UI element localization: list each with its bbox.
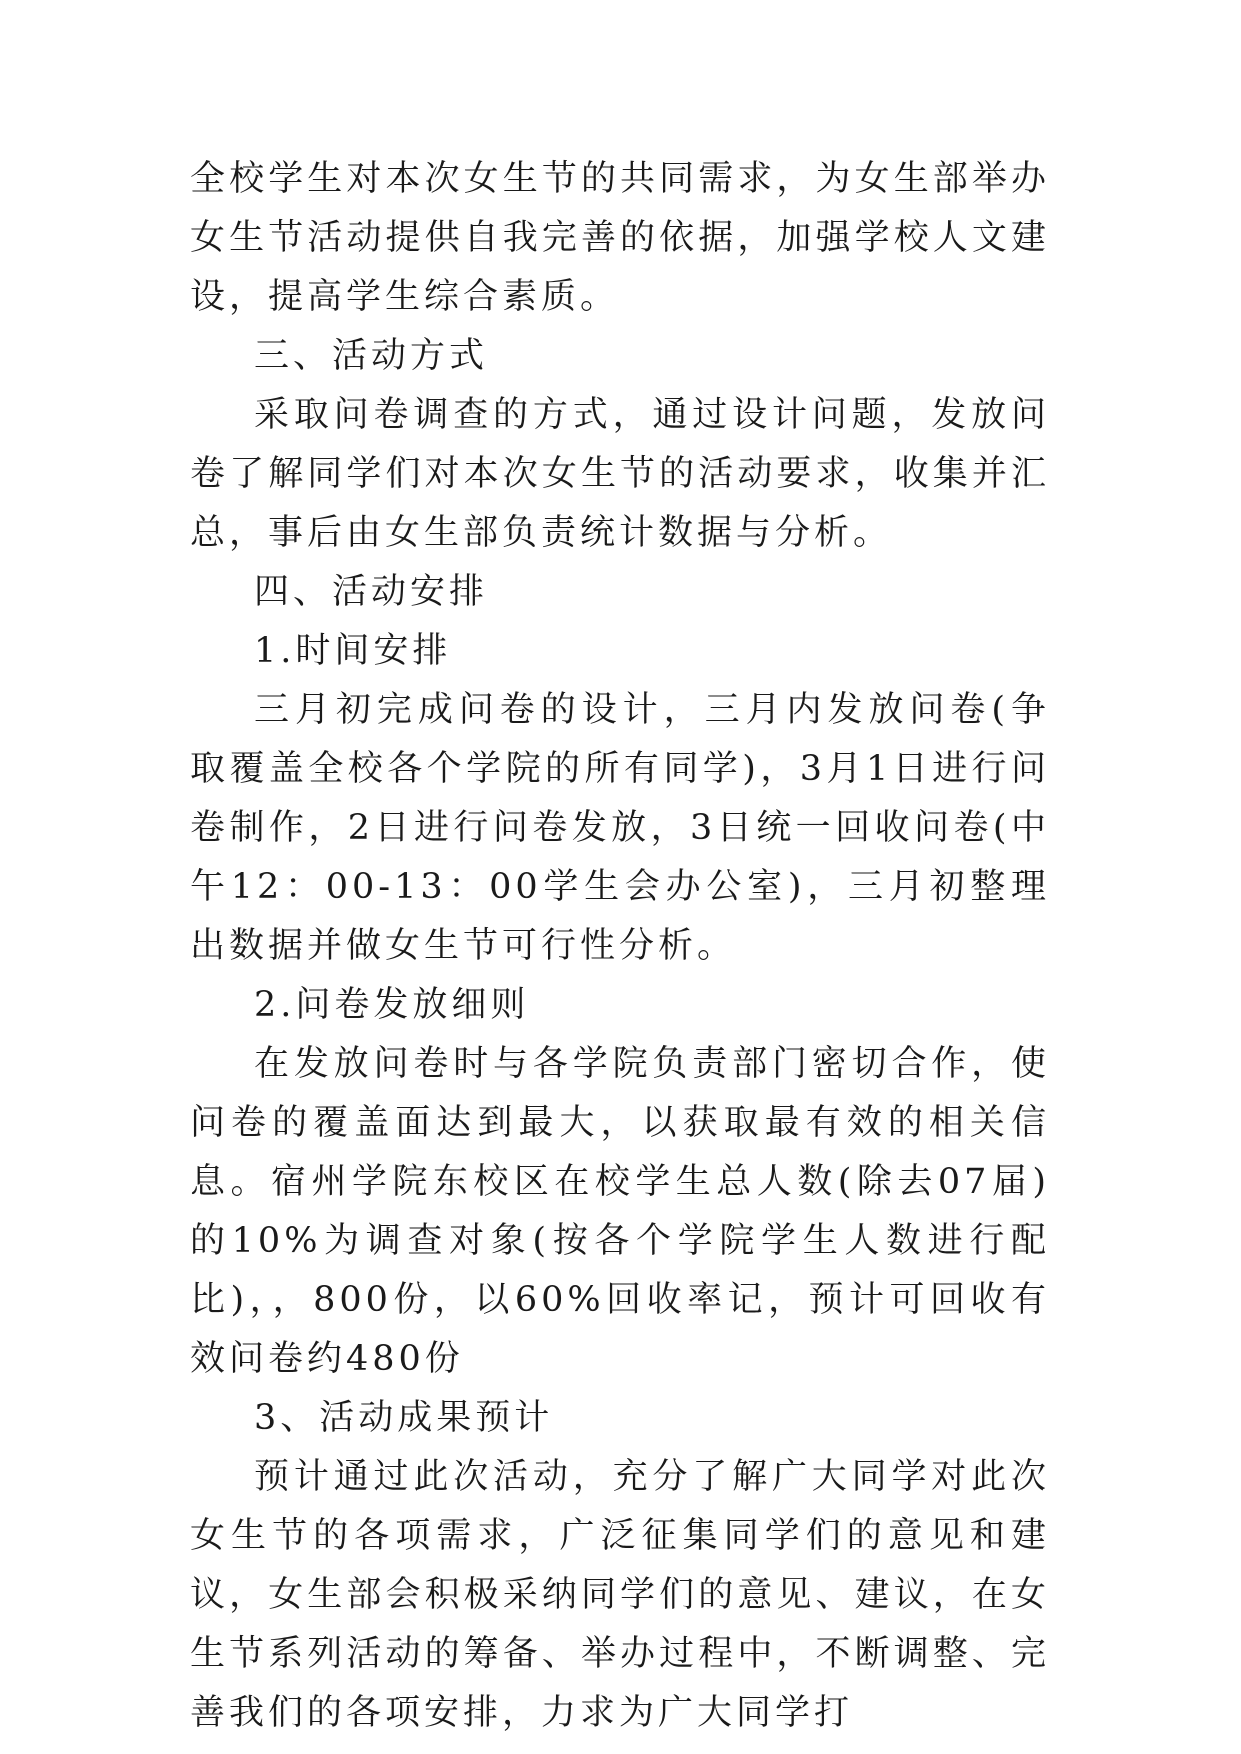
document-body xyxy=(190,150,1050,1743)
subheading-distribution-rules: 2.问卷发放细则 xyxy=(254,985,530,1025)
paragraph-purpose-continued: 全校学生对本次女生节的共同需求，为女生部举办女生节活动提供自我完善的依据，加强学校人文建设，提高学生综合素质。 xyxy=(190,159,1050,317)
subheading-expected-results: 3、活动成果预计 xyxy=(254,1398,554,1438)
paragraph-time-arrangement: 三月初完成问卷的设计，三月内发放问卷(争取覆盖全校各个学院的所有同学)，3月1日进行问卷制作，2日进行问卷发放，3日统一回收问卷(中午12：00-13：00学生会办公室)，三月初整理出数据并做女生节可行性分析。 xyxy=(190,690,1050,966)
heading-activity-method: 三、活动方式 xyxy=(254,336,489,376)
subheading-time-arrangement: 1.时间安排 xyxy=(254,631,452,671)
paragraph-expected-results: 预计通过此次活动，充分了解广大同学对此次女生节的各项需求，广泛征集同学们的意见和建议，女生部会积极采纳同学们的意见、建议，在女生节系列活动的筹备、举办过程中，不断调整、完善我们的各项安排，力求为广大同学打 xyxy=(190,1457,1050,1733)
paragraph-activity-method: 采取问卷调查的方式，通过设计问题，发放问卷了解同学们对本次女生节的活动要求，收集并汇总，事后由女生部负责统计数据与分析。 xyxy=(190,395,1050,553)
paragraph-distribution-rules: 在发放问卷时与各学院负责部门密切合作，使问卷的覆盖面达到最大，以获取最有效的相关信息。宿州学院东校区在校学生总人数(除去07届)的10%为调查对象(按各个学院学生人数进行配比)，，800份，以60%回收率记，预计可回收有效问卷约480份 xyxy=(190,1044,1050,1379)
heading-activity-arrangement: 四、活动安排 xyxy=(254,572,489,612)
